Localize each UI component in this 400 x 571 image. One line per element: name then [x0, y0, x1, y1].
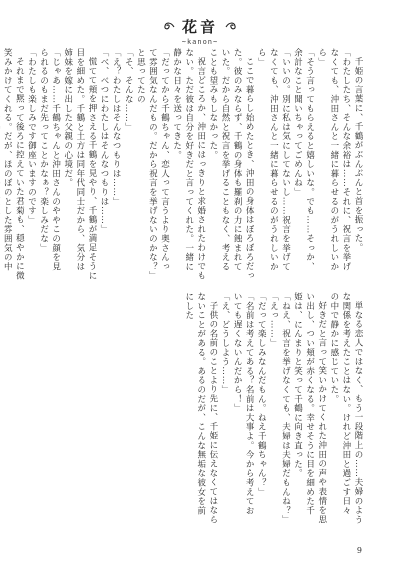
- paragraph: 「ねえ、祝言を挙げなくても、夫婦は夫婦だもんね？」: [280, 292, 291, 525]
- paragraph: ここで暮らし始めたとき、沖田の身体はぼろぼろだった。彼のみならず、千鶴の身体も羅刹の力に蝕まれていた。だから自然と祝言を挙げることもなく、考えることも望みもしなかった。: [207, 48, 255, 280]
- paragraph: 「え、どうしよう……」: [219, 292, 230, 395]
- paragraph: 単なる恋人ではなく、もう一段階上の……夫婦のような関係を考えたことはない。けれど沖田と過ごす日々の中で静かに感じていた。: [328, 292, 363, 524]
- lower-text-block: [36, 292, 364, 524]
- paragraph: 慌てて頬を押さえる千鶴を見やり、千鶴が満足そうに目を細めた。千鶴と土方は同年代同士だから、気分は姉妹を嫁に出した父親の心境だ。: [62, 48, 97, 280]
- paragraph: 「え？わたしはそんなつもりは……」: [111, 48, 122, 207]
- paragraph: 「だってから千鶴ちゃん、恋人って言うより奥さんって雰囲気なんだもの。だから祝言を挙げないのかな？」と思ってたの: [135, 48, 170, 277]
- paragraph: それまで黙って後ろに控えていた君菊も、穏やかに微笑みかけてくれる。だが、ほのぼのとした雰囲気の中: [2, 48, 25, 280]
- upper-text-block: [2, 48, 364, 280]
- paragraph: 祝言どころか、沖田にはっきりと求婚されたわけでもない。ただ彼は自分を好きだと言ってくれた。一緒に静かな日々を送ってきた。: [171, 48, 206, 280]
- chapter-header: [0, 16, 400, 46]
- chapter-title: 花音: [181, 18, 218, 36]
- page-number: 9: [356, 546, 362, 555]
- paragraph: 「名前は考えてある？名前は大事よ。今から考えておいても遅くないんだから！」: [232, 292, 255, 516]
- paragraph: 「べ、べつにわたしはそんなつもりは……」: [99, 48, 110, 234]
- chapter-subtitle: ~kanon~: [181, 38, 219, 46]
- left-ornament-icon: [162, 21, 176, 33]
- paragraph: 子供の名前のことより先に、千姫に伝えなくてはならないことがある。あるのだが、こんな無垢な彼女を前にした: [183, 292, 218, 524]
- paragraph: 「えっ……」: [268, 292, 279, 348]
- paragraph: 好きだと言って笑いかけてくれた沖田の声や表情を思い出し、つい頬が赤くなる。幸せそうに目を細めた千姫は、にんまりと笑って千鶴に向き直った。: [292, 292, 327, 524]
- title-row: [0, 16, 400, 37]
- paragraph: 「だって楽しみなんだもん。ねえ千鶴ちゃん？」: [256, 292, 267, 497]
- body-text: [2, 48, 364, 526]
- paragraph: 「じゃあ……千鶴ちゃんと沖田さんのややこの顔を見られるのもまだ先ってことかなぁ？楽しみだな」: [38, 48, 61, 272]
- paragraph: 「わたしたち、そんな余裕は……それに、祝言を挙げなくても、沖田さんと一緒に暮らせるのがうれしいから」: [316, 48, 351, 272]
- paragraph: 「そ、そんな……」: [123, 48, 134, 132]
- paragraph: 「いいの。別に私は気にしてないし……祝言を挙げてなくても、沖田さんと一緒に暮らせるのがうれしいから」: [256, 48, 291, 272]
- paragraph: 千姫の言葉に、千鶴がぶんぶんと首を振った。: [353, 56, 363, 252]
- paragraph: 「わたしも楽しみです御座いますのです」: [26, 48, 37, 225]
- right-ornament-icon: [224, 21, 238, 33]
- paragraph: 「そう言ってもらえると嬉しいな。でも……そっか、余計なこと聞いちゃってごめんね」: [292, 48, 315, 272]
